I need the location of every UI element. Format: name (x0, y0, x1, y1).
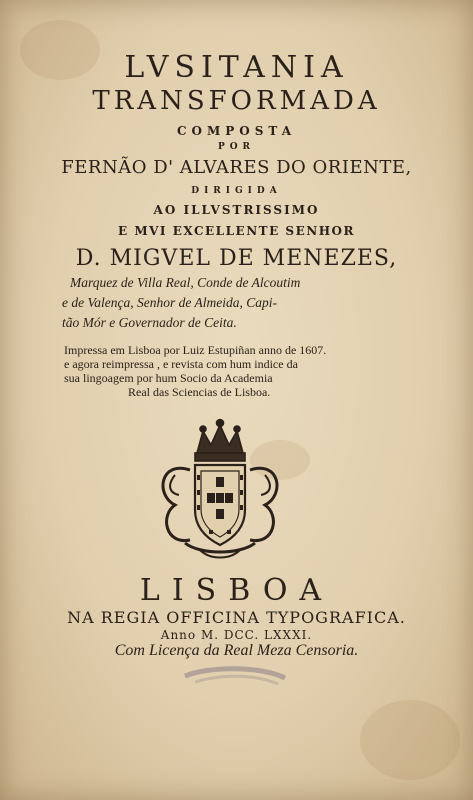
title-line-1: LVSITANIA (124, 50, 349, 85)
licence-line: Com Licença da Real Meza Censoria. (114, 642, 359, 659)
imprint-note-line: Real das Sciencias de Lisboa. (128, 385, 271, 399)
patron-name: D. MIGVEL DE MENEZES, (75, 246, 398, 271)
imprint-note-line: e agora reimpressa , e revista com hum indice da (64, 357, 298, 371)
dedication-line-2: E MVI EXCELLENTE SENHOR (118, 224, 355, 238)
imprint-note-line: sua lingoagem por hum Socio da Academia (64, 371, 273, 385)
patron-titles-line: Marquez de Villa Real, Conde de Alcoutim (70, 275, 301, 290)
patron-titles-line: tão Mór e Governador de Ceita. (62, 315, 237, 330)
title-line-2: TRANSFORMADA (92, 86, 381, 116)
imprint-city: LISBOA (139, 573, 334, 608)
coat-of-arms-icon (145, 415, 295, 565)
library-stamp-icon (180, 658, 290, 688)
paper-stain (360, 700, 460, 780)
imprint-note-line: Impressa em Lisboa por Luiz Estupiñan anno de 1607. (64, 343, 327, 357)
dirigida-label: DIRIGIDA (191, 186, 282, 196)
por-label: POR (217, 142, 256, 152)
author-name: FERNÃO D' ALVARES DO ORIENTE, (61, 157, 412, 178)
patron-titles-line: e de Valença, Senhor de Almeida, Capi- (62, 295, 277, 310)
printer-name: NA REGIA OFFICINA TYPOGRAFICA. (67, 608, 406, 627)
publication-year: Anno M. DCC. LXXXI. (160, 628, 313, 642)
dedication-line-1: AO ILLVSTRISSIMO (153, 203, 320, 217)
composta-label: COMPOSTA (176, 124, 296, 138)
